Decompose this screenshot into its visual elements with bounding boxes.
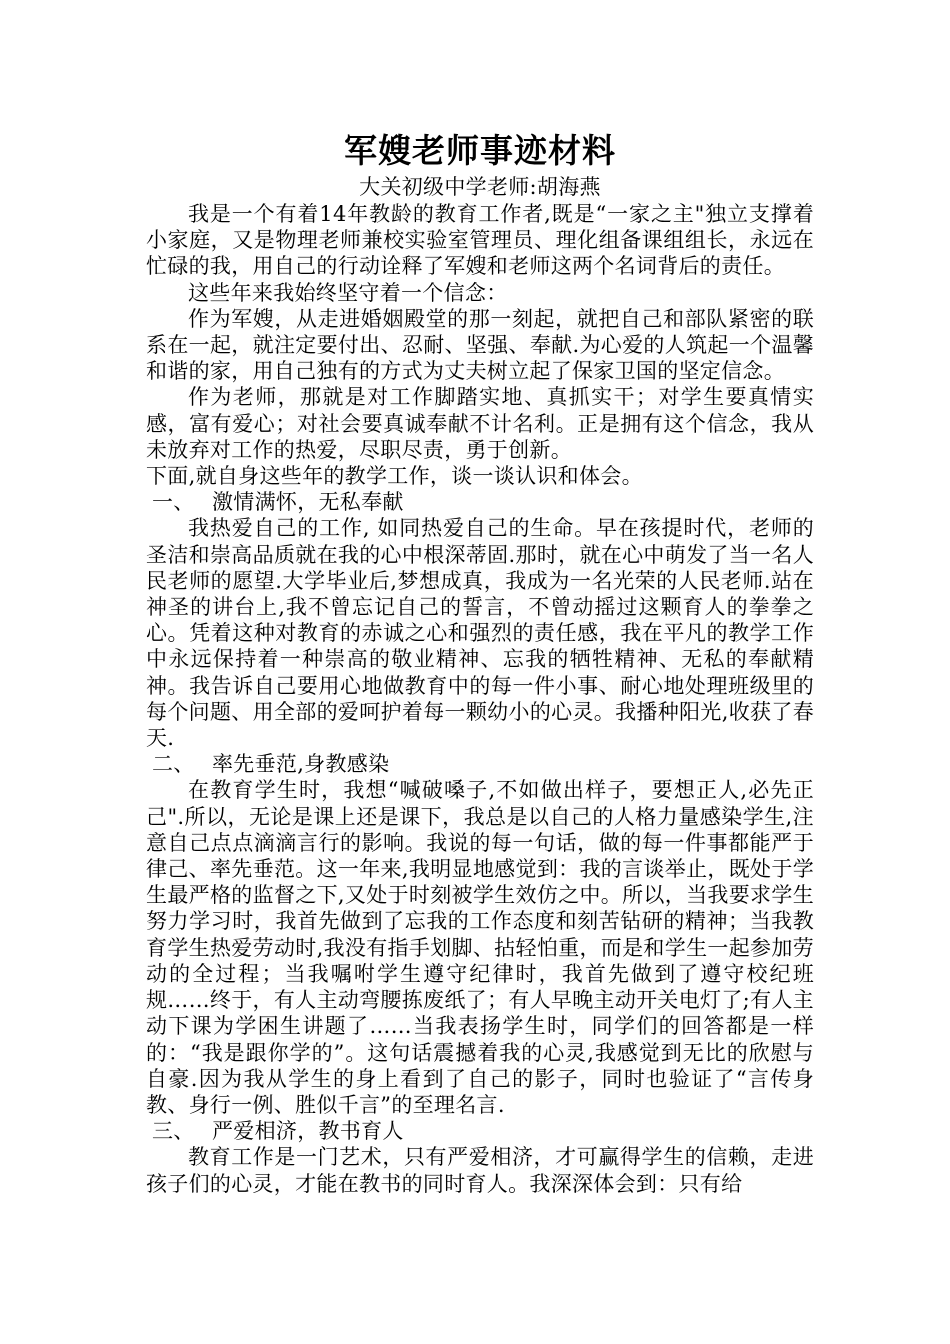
- paragraph-transition: 下面,就自身这些年的教学工作，谈一谈认识和体会。: [146, 464, 643, 489]
- document-body: [146, 128, 814, 1197]
- section-number: 三、: [152, 1119, 195, 1144]
- section-number: 一、: [152, 490, 195, 515]
- section-title: 率先垂范,身教感染: [212, 752, 390, 777]
- paragraph-passion: 我热爱自己的工作, 如同热爱自己的生命。早在孩提时代，老师的圣洁和崇高品质就在我的心中根深蒂固.那时，就在心中萌发了当一名人民老师的愿望.大学毕业后,梦想成真，我成为一名光荣的人民老师.站在神圣的讲台上,我不曾忘记自己的誓言，不曾动摇过这颗育人的拳拳之心。凭着这种对教育的赤诚之心和强烈的责任感，我在平凡的教学工作中永远保持着一种崇高的敬业精神、忘我的牺牲精神、无私的奉献精神。我告诉自己要用心地做教育中的每一件小事、耐心地处理班级里的每个问题、用全部的爱呵护着每一颗幼小的心灵。我播种阳光,收获了春天.: [146, 516, 814, 751]
- section-heading-1: [146, 489, 814, 515]
- paragraph-teacher: 作为老师，那就是对工作脚踏实地、真抓实干；对学生要真情实感，富有爱心；对社会要真诚奉献不计名利。正是拥有这个信念，我从未放弃对工作的热爱，尽职尽责，勇于创新。: [146, 385, 814, 462]
- page-title: 军嫂老师事迹材料: [344, 131, 616, 170]
- paragraph-military-wife: 作为军嫂，从走进婚姻殿堂的那一刻起，就把自己和部队紧密的联系在一起，就注定要付出、忍耐、坚强、奉献.为心爱的人筑起一个温馨和谐的家，用自己独有的方式为丈夫树立起了保家卫国的坚定信念。: [146, 306, 814, 384]
- paragraph-intro: 我是一个有着14年教龄的教育工作者,既是“一家之主"独立支撑着小家庭，又是物理老师兼校实验室管理员、理化组备课组组长，永远在忙碌的我，用自己的行动诠释了军嫂和老师这两个名词背后的责任。: [146, 202, 814, 279]
- section-heading-2: [146, 751, 814, 777]
- section-title: 激情满怀，无私奉献: [212, 490, 404, 515]
- section-number: 二、: [152, 752, 195, 777]
- section-heading-3: [146, 1118, 814, 1144]
- author-line: 大关初级中学老师:胡海燕: [359, 175, 601, 199]
- paragraph-strict-love: 教育工作是一门艺术，只有严爱相济，才可赢得学生的信赖，走进孩子们的心灵，才能在教书的同时育人。我深深体会到：只有给: [146, 1145, 814, 1196]
- section-title: 严爱相济，教书育人: [212, 1119, 404, 1144]
- paragraph-role-model: 在教育学生时，我想“喊破嗓子,不如做出样子，要想正人,必先正己".所以，无论是课上还是课下，我总是以自己的人格力量感染学生,注意自己点点滴滴言行的影响。我说的每一句话，做的每一件事都能严于律己、率先垂范。这一年来,我明显地感觉到：我的言谈举止，既处于学生最严格的监督之下,又处于时刻被学生效仿之中。所以，当我要求学生努力学习时，我首先做到了忘我的工作态度和刻苦钻研的精神；当我教育学生热爱劳动时,我没有指手划脚、拈轻怕重，而是和学生一起参加劳动的全过程；当我嘱咐学生遵守纪律时，我首先做到了遵守校纪班规……终于，有人主动弯腰拣废纸了；有人早晚主动开关电灯了;有人主动下课为学困生讲题了……当我表扬学生时，同学们的回答都是一样的：“我是跟你学的”。这句话震撼着我的心灵,我感觉到无比的欣慰与自豪.因为我从学生的身上看到了自己的影子，同时也验证了“言传身教、身行一例、胜似千言”的至理名言.: [146, 778, 814, 1117]
- paragraph-belief: 这些年来我始终坚守着一个信念：: [188, 280, 508, 305]
